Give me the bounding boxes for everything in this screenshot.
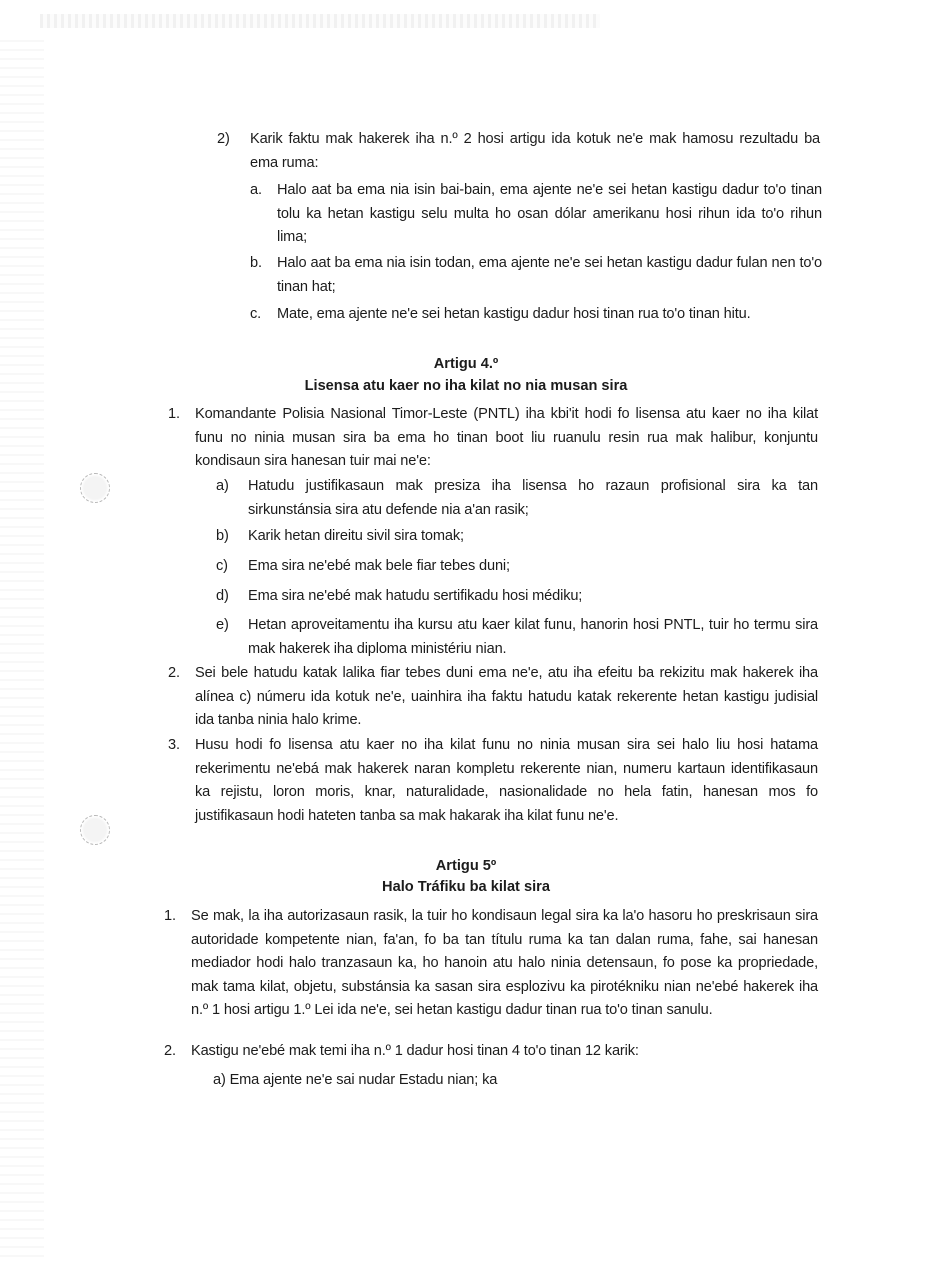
article-5-title: Halo Tráfiku ba kilat sira xyxy=(382,879,550,895)
item-number: 2) xyxy=(217,131,230,147)
paragraph-number: 2. xyxy=(164,1043,176,1059)
condition-text: Hatudu justifikasaun mak presiza iha lisensa ho razaun profisional sira ka tan sirkunstánsia sira atu defende nia a'an rasik; xyxy=(248,478,818,518)
punch-hole-icon xyxy=(80,815,110,845)
subitem-number: a. xyxy=(250,182,262,198)
subitem-text: Mate, ema ajente ne'e sei hetan kastigu dadur hosi tinan rua to'o tinan hitu. xyxy=(277,306,751,322)
condition-e xyxy=(216,614,818,661)
condition-number: b) xyxy=(216,528,229,544)
condition-number: e) xyxy=(216,617,229,633)
paragraph-text: Komandante Polisia Nasional Timor-Leste (PNTL) iha kbi'it hodi fo lisensa atu kaer no iha kilat funu no ninia musan sira ba ema ho tinan boot liu ruanulu resin rua mak halibur, konjuntu kondisaun sira hanesan tuir mai ne'e: xyxy=(195,406,818,469)
condition-text: Ema sira ne'ebé mak bele fiar tebes duni; xyxy=(248,558,510,574)
condition-number: c) xyxy=(216,558,228,574)
subitem-number: c. xyxy=(250,306,262,322)
punch-hole-icon xyxy=(80,473,110,503)
intro-subitem-c xyxy=(250,303,822,327)
paragraph-number: 2. xyxy=(168,665,180,681)
condition-text: Ema sira ne'ebé mak hatudu sertifikadu hosi médiku; xyxy=(248,588,583,604)
scan-artifact-top xyxy=(40,14,600,28)
condition-b xyxy=(216,525,818,549)
paragraph-text: Sei bele hatudu katak lalika fiar tebes duni ema ne'e, atu iha efeitu ba rekizitu mak hakerek iha alínea c) númeru ida kotuk ne'e, uainhira iha faktu hatudu katak rekerente hetan kastigu judisial ida tanba ninia halo krime. xyxy=(195,665,818,728)
item-text: Karik faktu mak hakerek iha n.º 2 hosi artigu ida kotuk ne'e mak hamosu rezultadu ba ema ruma: xyxy=(250,131,820,171)
article-5-paragraph-1 xyxy=(164,905,818,1023)
article-5-number: Artigu 5º xyxy=(435,858,497,874)
condition-a xyxy=(216,475,818,522)
condition-number: a) xyxy=(216,478,229,494)
paragraph-text: Kastigu ne'ebé mak temi iha n.º 1 dadur hosi tinan 4 to'o tinan 12 karik: xyxy=(191,1043,639,1059)
condition-c xyxy=(216,555,818,579)
paragraph-text: Se mak, la iha autorizasaun rasik, la tuir ho kondisaun legal sira ka la'o hasoru ho preskrisaun sira autoridade kompetente nian, fa'an, fo ba tan títulu ruma ka tan dalan ruma, fahe, sai hanesan mediador hodi halo tranzasaun ka, ho hanoin atu halo ninia detensaun, fo pose ka propriedade, mak tama kilat, objetu, substánsia ka sasan sira esplozivu ka pirotékniku nian ne'ebé hakerek iha n.º 1 hosi artigu 1.º Lei ida ne'e, sei hetan kastigu dadur tinan rua to'o tinan sanulu. xyxy=(191,908,818,1018)
intro-subitem-b xyxy=(250,252,822,299)
intro-item-2 xyxy=(217,128,820,175)
condition-d xyxy=(216,585,818,609)
paragraph-text: Husu hodi fo lisensa atu kaer no iha kilat funu no ninia musan sira sei halo liu hosi hatama rekerimentu ne'ebá mak hakerek naran kompletu rekerente nian, numeru kartaun identifikasaun ka rejistu, loron moris, knar, naturalidade, nasionalidade no hela fatin, hanesan mos fo justifikasaun hodi hateten tanba sa mak hakarak iha kilat funu ne'e. xyxy=(195,737,818,824)
article-4-number: Artigu 4.º xyxy=(433,356,499,372)
paragraph-number: 1. xyxy=(168,406,180,422)
article-4-paragraph-3 xyxy=(168,734,818,828)
subitem-number: b. xyxy=(250,255,262,271)
subitem-text: Halo aat ba ema nia isin todan, ema ajente ne'e sei hetan kastigu dadur fulan nen to'o tinan hat; xyxy=(277,255,822,295)
article-4-title: Lisensa atu kaer no iha kilat no nia musan sira xyxy=(304,378,628,394)
condition-text: Karik hetan direitu sivil sira tomak; xyxy=(248,528,464,544)
subitem-text: Halo aat ba ema nia isin bai-bain, ema ajente ne'e sei hetan kastigu dadur to'o tinan tolu ka hetan kastigu selu multa ho osan dólar amerikanu hosi rihun ida to'o rihun lima; xyxy=(277,182,822,245)
article-5-paragraph-2a: a) Ema ajente ne'e sai nudar Estadu nian; ka xyxy=(213,1072,498,1088)
condition-text: Hetan aproveitamentu iha kursu atu kaer kilat funu, hanorin hosi PNTL, tuir ho termu sira mak hakerek iha diploma ministériu nian. xyxy=(248,617,818,657)
scan-artifact-left xyxy=(0,40,44,1260)
paragraph-number: 3. xyxy=(168,737,180,753)
article-5-paragraph-2 xyxy=(164,1040,818,1064)
article-4-paragraph-2 xyxy=(168,662,818,733)
article-4-paragraph-1 xyxy=(168,403,818,474)
intro-subitem-a xyxy=(250,179,822,250)
condition-number: d) xyxy=(216,588,229,604)
paragraph-number: 1. xyxy=(164,908,176,924)
